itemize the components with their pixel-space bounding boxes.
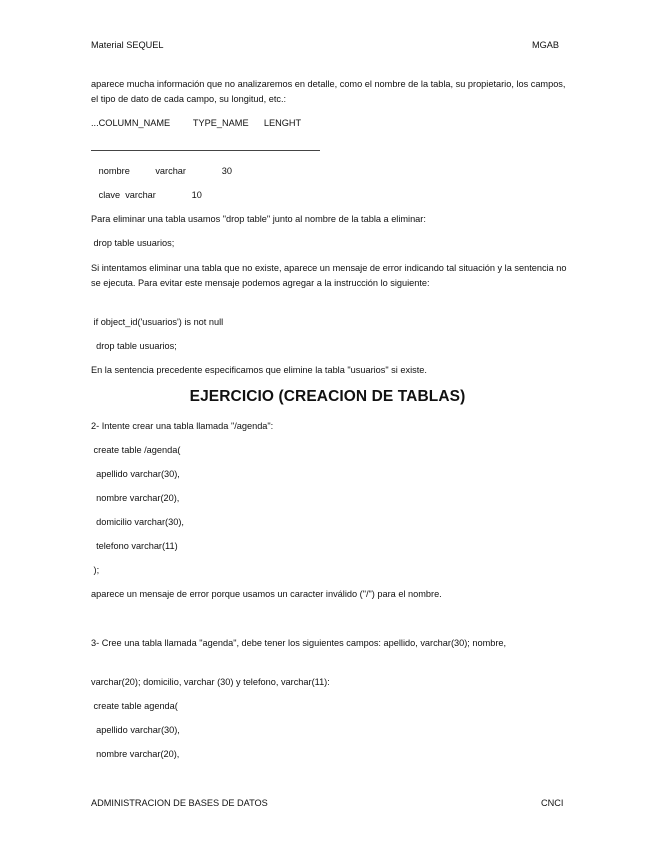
exercise-2-note: aparece un mensaje de error porque usamos un caracter inválido ("/") para el nombre. [91, 589, 442, 599]
code-if-object-id: if object_id('usuarios') is not null [91, 317, 224, 327]
column-header-line: ...COLUMN_NAME TYPE_NAME LENGHT [91, 118, 302, 128]
paragraph-drop-table: Para eliminar una tabla usamos "drop table" junto al nombre de la tabla a eliminar: [91, 214, 426, 224]
header-right: MGAB [532, 40, 560, 50]
exercise-3-code-line: nombre varchar(20), [91, 749, 180, 759]
paragraph-intro: aparece mucha información que no analizaremos en detalle, como el nombre de la tabla, su propietario, los campos, el tipo de dato de cada campo, su longitud, etc.: [91, 79, 566, 104]
exercise-2-code-line: apellido varchar(30), [91, 469, 180, 479]
paragraph-error-note: Si intentamos eliminar una tabla que no existe, aparece un mensaje de error indicando tal situación y la sentencia no se ejecuta. Para evitar este mensaje podemos agregar a la instrucción lo siguiente: [91, 263, 567, 288]
code-drop-table: drop table usuarios; [91, 238, 175, 248]
exercise-3-title-continued: varchar(20); domicilio, varchar (30) y telefono, varchar(11): [91, 677, 330, 687]
table-row-1: nombre varchar 30 [91, 166, 232, 176]
footer-right: CNCI [541, 798, 564, 808]
exercise-2-code-line: ); [91, 565, 100, 575]
table-row-2: clave varchar 10 [91, 190, 202, 200]
code-drop-table-2: drop table usuarios; [91, 341, 177, 351]
footer-left: ADMINISTRACION DE BASES DE DATOS [91, 798, 268, 808]
exercise-2-code-line: create table /agenda( [91, 445, 181, 455]
exercise-2-title: 2- Intente crear una tabla llamada "/agenda": [91, 421, 274, 431]
exercise-3-code-line: apellido varchar(30), [91, 725, 180, 735]
exercise-2-code-line: telefono varchar(11) [91, 541, 178, 551]
header-left: Material SEQUEL [91, 40, 164, 50]
exercise-3-code-line: create table agenda( [91, 701, 178, 711]
exercise-2-code-line: domicilio varchar(30), [91, 517, 184, 527]
section-heading: EJERCICIO (CREACION DE TABLAS) [189, 388, 466, 405]
paragraph-precedent: En la sentencia precedente especificamos que elimine la tabla "usuarios" si existe. [91, 365, 427, 375]
exercise-2-code-line: nombre varchar(20), [91, 493, 180, 503]
separator-line [91, 150, 320, 151]
exercise-3-title: 3- Cree una tabla llamada "agenda", debe tener los siguientes campos: apellido, varchar(30); nombre, [91, 638, 507, 648]
